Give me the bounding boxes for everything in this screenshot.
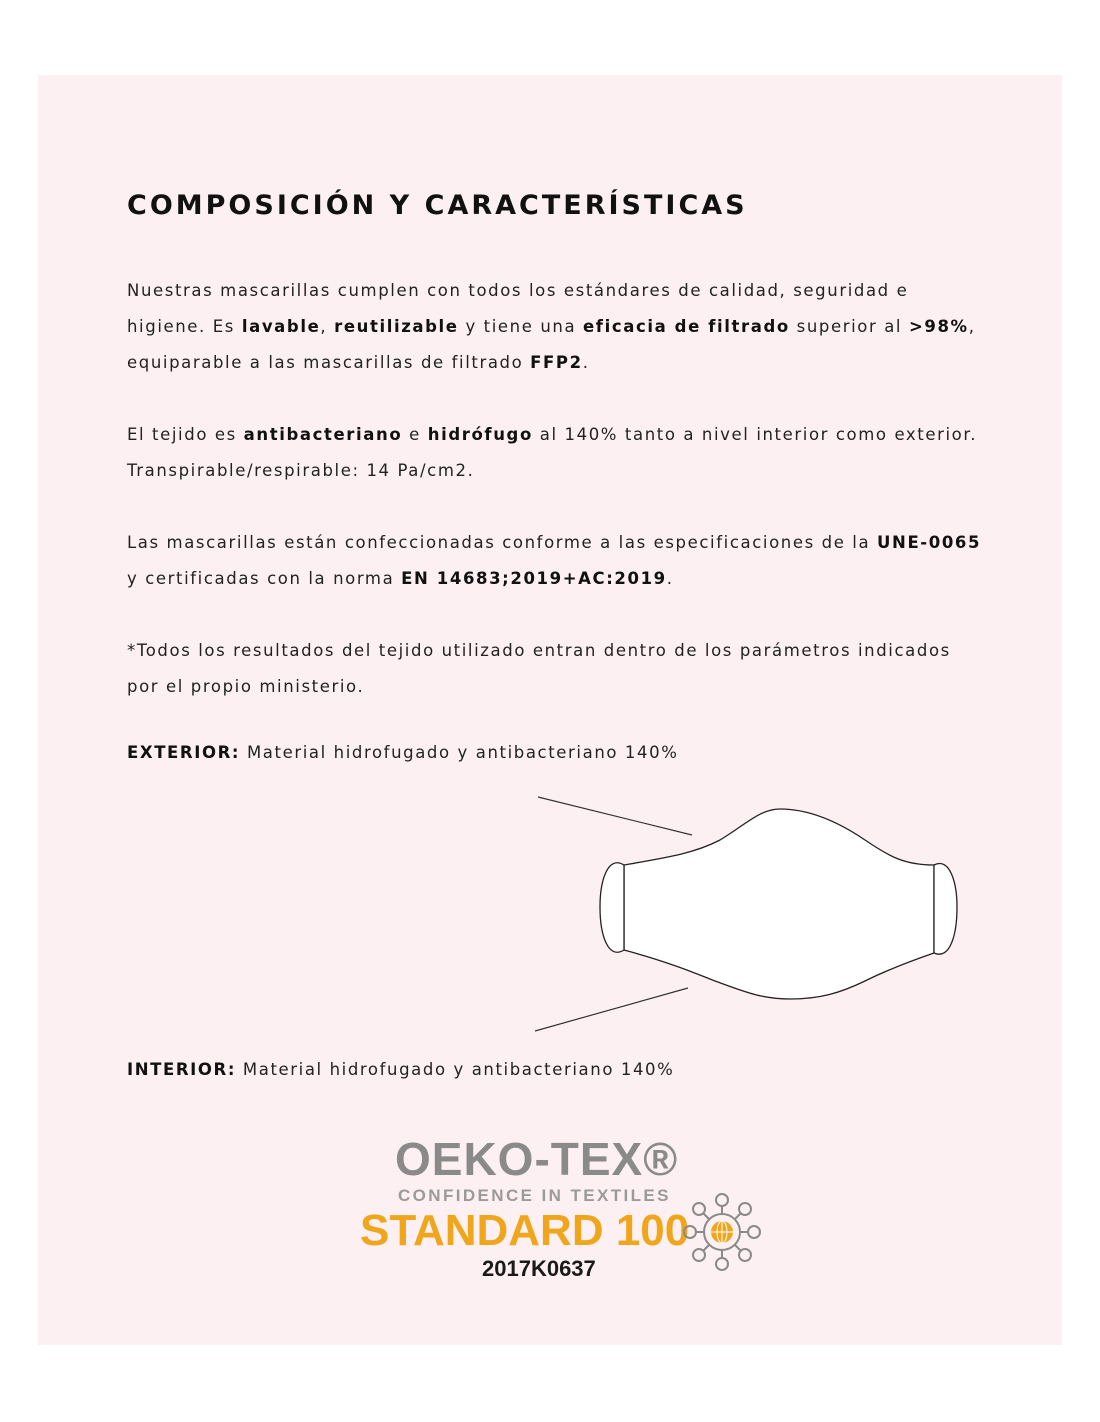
interior-line [127, 1060, 674, 1079]
oeko-tex-label [340, 1130, 780, 1300]
mask-right-strap [934, 864, 957, 955]
exterior-pointer-line [538, 797, 692, 835]
text: y tiene una [458, 317, 583, 336]
text: , [320, 317, 335, 336]
paragraph-fabric [127, 417, 987, 489]
text: superior al [789, 317, 909, 336]
bold-text: lavable [241, 317, 321, 336]
oeko-tex-flower-icon [682, 1192, 762, 1272]
bold-text: FFP2 [530, 353, 583, 372]
bold-text: UNE-0065 [877, 533, 982, 552]
exterior-text: Material hidrofugado y antibacteriano 140% [240, 743, 679, 762]
paragraph-note: *Todos los resultados del tejido utilizado entran dentro de los parámetros indicados por el propio ministerio. [127, 641, 951, 696]
text: . [582, 353, 590, 372]
text: , equiparable a las mascarillas de filtrado [127, 317, 976, 372]
text: El tejido es [127, 425, 244, 444]
paragraph-quality [127, 273, 987, 381]
text: y certificadas con la norma [127, 569, 402, 588]
bold-text: >98% [908, 317, 969, 336]
oeko-tex-tagline: CONFIDENCE IN TEXTILES [398, 1186, 671, 1205]
bold-text: hidrófugo [427, 425, 533, 444]
mask-body [624, 809, 934, 999]
interior-pointer-line [535, 988, 688, 1031]
bold-text: reutilizable [334, 317, 459, 336]
text: al 140% tanto a nivel interior como exterior. Transpirable/respirable: 14 Pa/cm2. [127, 425, 978, 480]
oeko-tex-certificate-number: 2017K0637 [482, 1256, 596, 1281]
bold-text: EN 14683;2019+AC:2019 [401, 569, 667, 588]
text: . [666, 569, 674, 588]
oeko-tex-brand: OEKO-TEX® [395, 1133, 679, 1185]
text: e [402, 425, 428, 444]
mask-left-strap [600, 863, 624, 952]
text: Nuestras mascarillas cumplen con todos los estándares de calidad, seguridad e higiene. Es [127, 281, 909, 336]
oeko-tex-standard: STANDARD 100 [360, 1206, 690, 1255]
text: Las mascarillas están confeccionadas conforme a las especificaciones de la [127, 533, 878, 552]
exterior-label: EXTERIOR: [127, 743, 241, 762]
paragraph-certification [127, 525, 987, 597]
bold-text: antibacteriano [243, 425, 403, 444]
interior-text: Material hidrofugado y antibacteriano 140% [236, 1060, 675, 1079]
interior-label: INTERIOR: [127, 1060, 237, 1079]
mask-diagram-icon [520, 785, 970, 1045]
exterior-line [127, 743, 678, 762]
bold-text: eficacia de filtrado [583, 317, 790, 336]
page-title: COMPOSICIÓN Y CARACTERÍSTICAS [127, 190, 748, 221]
